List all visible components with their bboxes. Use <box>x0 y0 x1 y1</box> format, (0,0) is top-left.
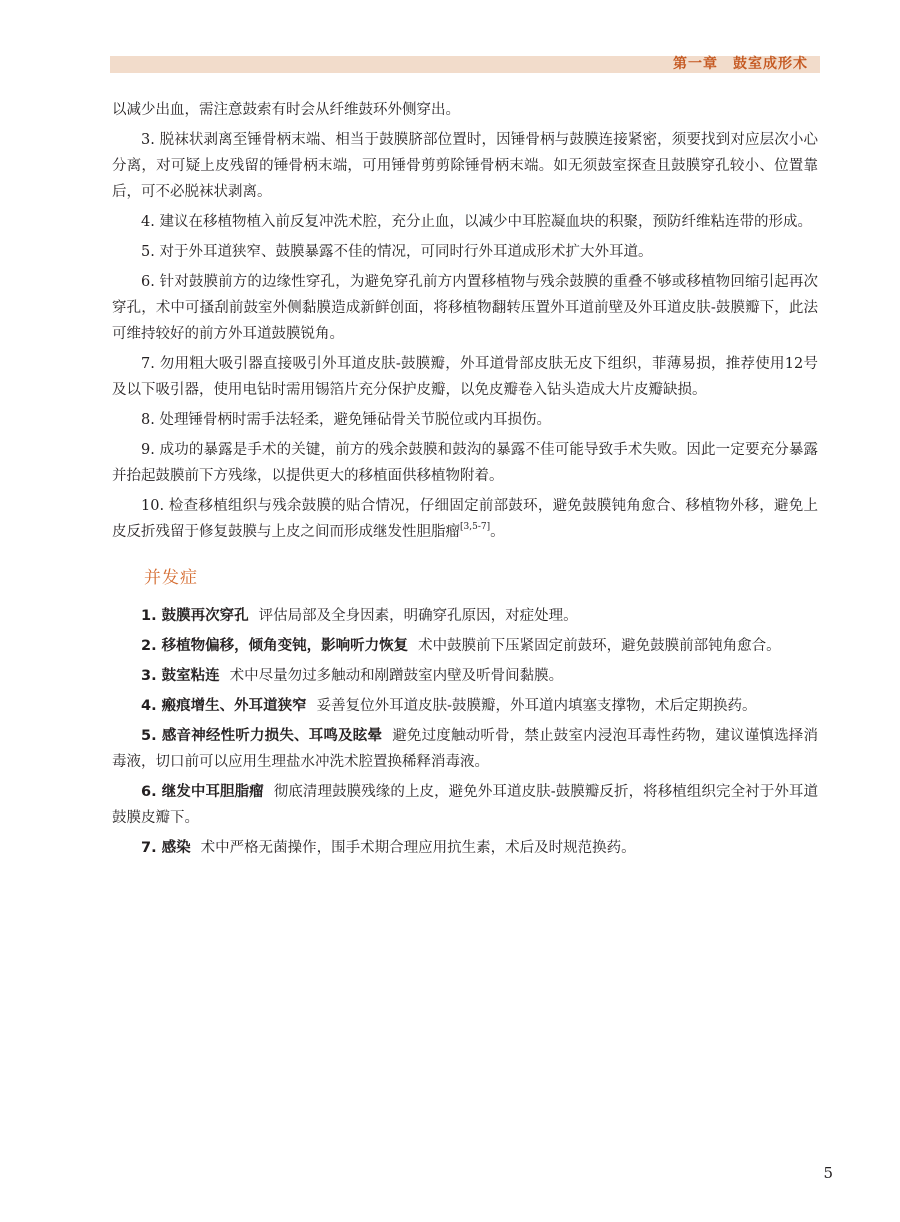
paragraph-10 <box>112 493 818 545</box>
paragraph-continued: 以减少出血，需注意鼓索有时会从纤维鼓环外侧穿出。 <box>112 102 460 118</box>
citation: [3,5-7] <box>460 522 491 532</box>
page-content <box>112 97 818 865</box>
paragraph-10-text: 10. 检查移植组织与残余鼓膜的贴合情况，仔细固定前部鼓环，避免鼓膜钝角愈合、移植物外移，避免上皮反折残留于修复鼓膜与上皮之间而形成继发性胆脂瘤 <box>112 498 818 540</box>
complication-term: 3. 鼓室粘连 <box>141 668 220 684</box>
complication-text: 术中严格无菌操作，围手术期合理应用抗生素，术后及时规范换药。 <box>200 840 636 856</box>
paragraph-6: 6. 针对鼓膜前方的边缘性穿孔，为避免穿孔前方内置移植物与残余鼓膜的重叠不够或移植物回缩引起再次穿孔，术中可搔刮前鼓室外侧黏膜造成新鲜创面，将移植物翻转压置外耳道前壁及外耳道皮肤-鼓膜瓣下，此法可维持较好的前方外耳道鼓膜锐角。 <box>112 274 818 342</box>
complication-term: 1. 鼓膜再次穿孔 <box>141 608 249 624</box>
complication-term: 7. 感染 <box>141 840 191 856</box>
complication-item <box>112 835 818 861</box>
paragraph-8: 8. 处理锤骨柄时需手法轻柔，避免锤砧骨关节脱位或内耳损伤。 <box>141 412 551 428</box>
complication-text: 妥善复位外耳道皮肤-鼓膜瓣，外耳道内填塞支撑物，术后定期换药。 <box>316 698 757 714</box>
paragraph-4: 4. 建议在移植物植入前反复冲洗术腔，充分止血，以减少中耳腔凝血块的积聚，预防纤维粘连带的形成。 <box>141 214 812 230</box>
paragraph-5: 5. 对于外耳道狭窄、鼓膜暴露不佳的情况，可同时行外耳道成形术扩大外耳道。 <box>141 244 653 260</box>
paragraph-7: 7. 勿用粗大吸引器直接吸引外耳道皮肤-鼓膜瓣，外耳道骨部皮肤无皮下组织，菲薄易损，推荐使用12号及以下吸引器，使用电钻时需用锡箔片充分保护皮瓣，以免皮瓣卷入钻头造成大片皮瓣缺损。 <box>112 356 818 398</box>
complication-item <box>112 633 818 659</box>
complication-term: 6. 继发中耳胆脂瘤 <box>141 784 264 800</box>
complication-text: 术中尽量勿过多触动和剐蹭鼓室内壁及听骨间黏膜。 <box>229 668 564 684</box>
complication-term: 4. 瘢痕增生、外耳道狭窄 <box>141 698 307 714</box>
complication-item <box>112 663 818 689</box>
complication-text: 避免过度触动听骨，禁止鼓室内浸泡耳毒性药物，建议谨慎选择消毒液，切口前可以应用生理盐水冲洗术腔置换稀释消毒液。 <box>112 728 818 770</box>
complication-term: 5. 感音神经性听力损失、耳鸣及眩晕 <box>141 728 383 744</box>
complication-item <box>112 779 818 831</box>
page-number: 5 <box>823 1164 833 1182</box>
complication-text: 评估局部及全身因素，明确穿孔原因，对症处理。 <box>258 608 578 624</box>
paragraph-9: 9. 成功的暴露是手术的关键，前方的残余鼓膜和鼓沟的暴露不佳可能导致手术失败。因此一定要充分暴露并抬起鼓膜前下方残缘，以提供更大的移植面供移植物附着。 <box>112 442 818 484</box>
complication-item <box>112 603 818 629</box>
complication-text: 术中鼓膜前下压紧固定前鼓环，避免鼓膜前部钝角愈合。 <box>418 638 781 654</box>
complication-item <box>112 693 818 719</box>
paragraph-10-end: 。 <box>490 524 505 540</box>
complication-term: 2. 移植物偏移，倾角变钝，影响听力恢复 <box>141 638 409 654</box>
paragraph-3: 3. 脱袜状剥离至锤骨柄末端、相当于鼓膜脐部位置时，因锤骨柄与鼓膜连接紧密，须要找到对应层次小心分离，对可疑上皮残留的锤骨柄末端，可用锤骨剪剪除锤骨柄末端。如无须鼓室探查且鼓膜穿孔较小、位置靠后，可不必脱袜状剥离。 <box>112 132 818 200</box>
complication-text: 彻底清理鼓膜残缘的上皮，避免外耳道皮肤-鼓膜瓣反折，将移植组织完全衬于外耳道鼓膜皮瓣下。 <box>112 784 818 826</box>
complication-item <box>112 723 818 775</box>
section-heading-complications: 并发症 <box>144 568 198 588</box>
chapter-title: 第一章 鼓室成形术 <box>673 56 808 72</box>
